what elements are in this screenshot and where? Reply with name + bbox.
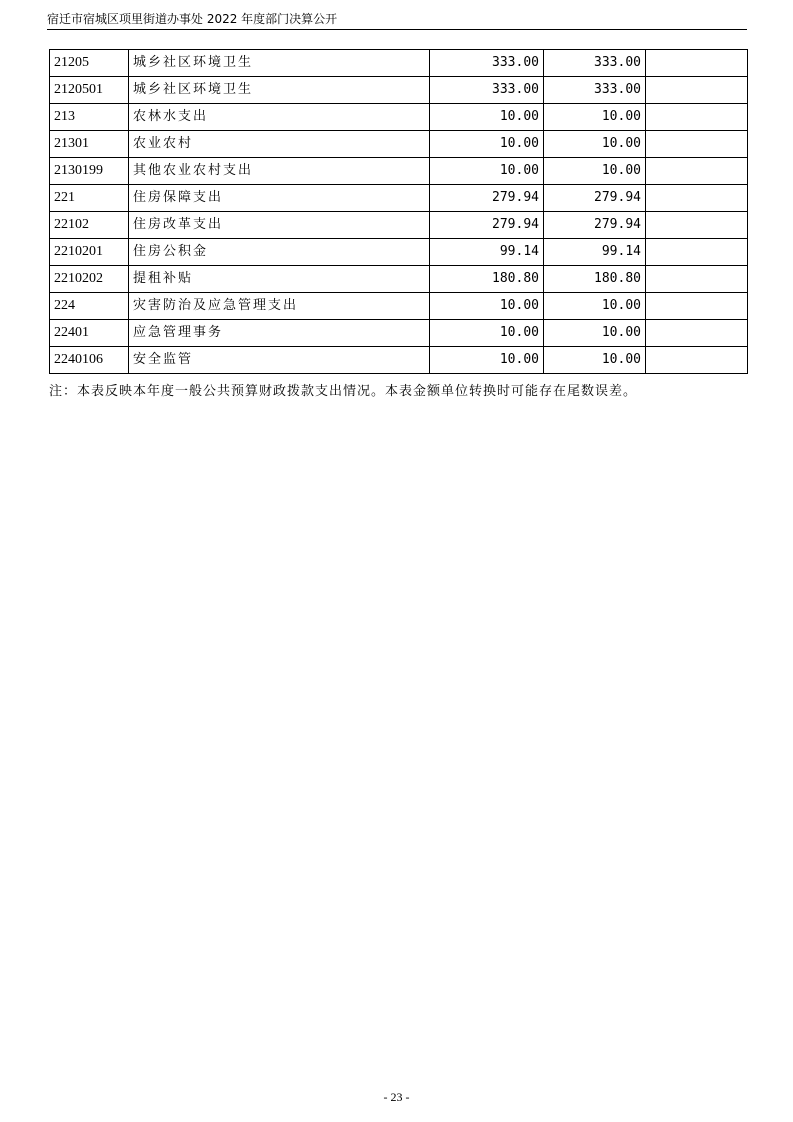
row-value-2: 10.00 bbox=[544, 131, 646, 158]
row-value-1: 333.00 bbox=[430, 50, 544, 77]
row-value-3 bbox=[646, 104, 748, 131]
row-value-2: 279.94 bbox=[544, 212, 646, 239]
row-name: 应急管理事务 bbox=[129, 320, 430, 347]
row-name: 农业农村 bbox=[129, 131, 430, 158]
row-code: 2240106 bbox=[50, 347, 129, 374]
table-row bbox=[50, 158, 748, 185]
row-value-1: 10.00 bbox=[430, 131, 544, 158]
row-value-2: 10.00 bbox=[544, 293, 646, 320]
row-value-2: 333.00 bbox=[544, 77, 646, 104]
table-row bbox=[50, 347, 748, 374]
row-name: 灾害防治及应急管理支出 bbox=[129, 293, 430, 320]
row-value-3 bbox=[646, 158, 748, 185]
row-name: 住房改革支出 bbox=[129, 212, 430, 239]
header-title: 宿迁市宿城区项里街道办事处 2022 年度部门决算公开 bbox=[47, 12, 338, 26]
row-value-1: 10.00 bbox=[430, 347, 544, 374]
table-note: 注：本表反映本年度一般公共预算财政拨款支出情况。本表金额单位转换时可能存在尾数误差。 bbox=[49, 384, 638, 399]
row-value-2: 99.14 bbox=[544, 239, 646, 266]
table-row bbox=[50, 239, 748, 266]
table-row bbox=[50, 77, 748, 104]
row-value-2: 333.00 bbox=[544, 50, 646, 77]
page-number: - 23 - bbox=[383, 1090, 410, 1104]
row-value-3 bbox=[646, 320, 748, 347]
row-value-1: 10.00 bbox=[430, 320, 544, 347]
row-code: 221 bbox=[50, 185, 129, 212]
row-code: 213 bbox=[50, 104, 129, 131]
row-name: 城乡社区环境卫生 bbox=[129, 77, 430, 104]
row-code: 2210201 bbox=[50, 239, 129, 266]
row-code: 2210202 bbox=[50, 266, 129, 293]
row-value-3 bbox=[646, 266, 748, 293]
row-value-3 bbox=[646, 77, 748, 104]
table-row bbox=[50, 185, 748, 212]
row-value-3 bbox=[646, 212, 748, 239]
row-value-2: 10.00 bbox=[544, 347, 646, 374]
row-value-2: 180.80 bbox=[544, 266, 646, 293]
row-name: 住房公积金 bbox=[129, 239, 430, 266]
row-value-1: 10.00 bbox=[430, 158, 544, 185]
row-value-1: 333.00 bbox=[430, 77, 544, 104]
row-name: 农林水支出 bbox=[129, 104, 430, 131]
row-code: 21205 bbox=[50, 50, 129, 77]
row-value-1: 279.94 bbox=[430, 185, 544, 212]
row-name: 其他农业农村支出 bbox=[129, 158, 430, 185]
row-value-1: 180.80 bbox=[430, 266, 544, 293]
row-value-1: 99.14 bbox=[430, 239, 544, 266]
expenditure-table bbox=[49, 49, 748, 374]
row-value-2: 10.00 bbox=[544, 158, 646, 185]
table-row bbox=[50, 266, 748, 293]
row-code: 22102 bbox=[50, 212, 129, 239]
row-name: 城乡社区环境卫生 bbox=[129, 50, 430, 77]
row-value-3 bbox=[646, 185, 748, 212]
table-body bbox=[50, 50, 748, 374]
row-value-3 bbox=[646, 131, 748, 158]
row-value-2: 279.94 bbox=[544, 185, 646, 212]
row-code: 224 bbox=[50, 293, 129, 320]
row-name: 住房保障支出 bbox=[129, 185, 430, 212]
table-row bbox=[50, 131, 748, 158]
row-code: 21301 bbox=[50, 131, 129, 158]
row-name: 提租补贴 bbox=[129, 266, 430, 293]
table-row bbox=[50, 104, 748, 131]
row-value-3 bbox=[646, 293, 748, 320]
row-value-3 bbox=[646, 347, 748, 374]
table-row bbox=[50, 293, 748, 320]
table-row bbox=[50, 320, 748, 347]
row-value-1: 279.94 bbox=[430, 212, 544, 239]
row-value-2: 10.00 bbox=[544, 104, 646, 131]
row-value-1: 10.00 bbox=[430, 293, 544, 320]
table-row bbox=[50, 50, 748, 77]
document-header bbox=[47, 10, 747, 30]
row-value-2: 10.00 bbox=[544, 320, 646, 347]
row-name: 安全监管 bbox=[129, 347, 430, 374]
row-code: 2130199 bbox=[50, 158, 129, 185]
row-code: 2120501 bbox=[50, 77, 129, 104]
row-value-1: 10.00 bbox=[430, 104, 544, 131]
table-row bbox=[50, 212, 748, 239]
row-code: 22401 bbox=[50, 320, 129, 347]
row-value-3 bbox=[646, 239, 748, 266]
row-value-3 bbox=[646, 50, 748, 77]
